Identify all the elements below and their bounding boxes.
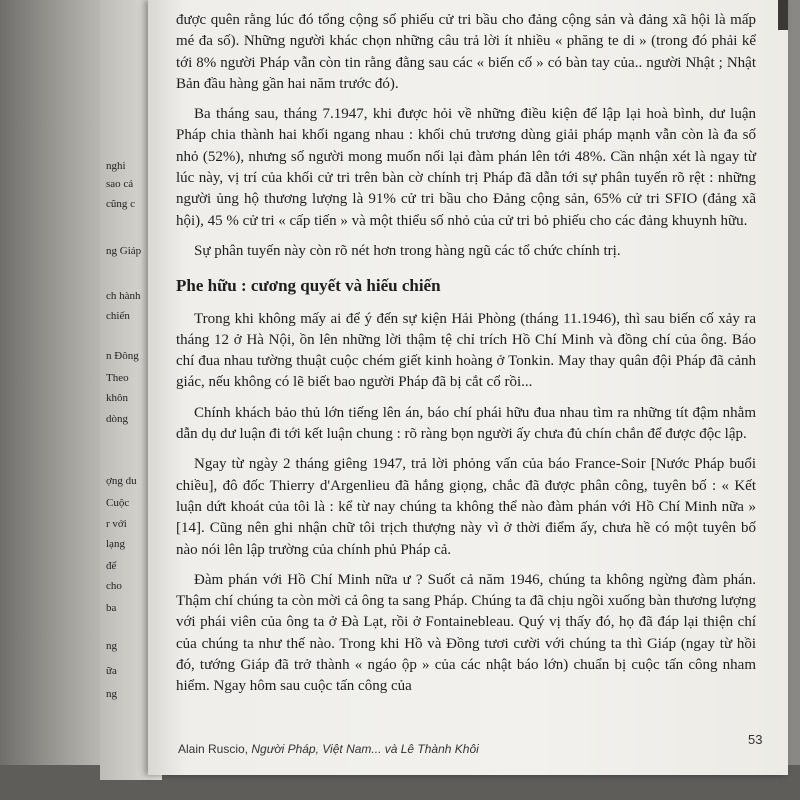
left-fragment: ợng du [106, 475, 137, 487]
left-fragment: ữa [106, 665, 117, 677]
book-page [148, 0, 788, 775]
left-fragment: n Đông [106, 350, 139, 362]
left-fragment: ba [106, 602, 117, 614]
page-body [176, 10, 756, 707]
running-footer [178, 742, 479, 756]
paragraph: Ngay từ ngày 2 tháng giêng 1947, trả lời phỏng vấn của báo France-Soir [Nước Pháp buổi chiều], đô đốc Thierry d'Argenlieu đã hắng giọng, chắc đã được phân công, tuyên bố : « Kết luận dứt khoát của tôi là : kể từ nay chúng ta không thể nào đàm phán với Hồ Chí Minh nữa » [14]. Cũng nên ghi nhận chữ tôi trịch thượng này vì ở thời điểm ấy, chưa hề có một tuyên bố nào nói lên lập trường của chính phủ Pháp cả. [176, 456, 756, 558]
left-fragment: cũng c [106, 198, 136, 210]
left-fragment: ng [106, 640, 117, 652]
left-fragment: ng Giáp [106, 245, 142, 257]
left-fragment: để [106, 560, 117, 572]
left-fragment: Cuộc [106, 497, 130, 509]
footer-book-title: Người Pháp, Việt Nam... và Lê Thành Khôi [251, 742, 479, 756]
paragraph: Đàm phán với Hồ Chí Minh nữa ư ? Suốt cả năm 1946, chúng ta không ngừng đàm phán. Thậm chí chúng ta còn mời cả ông ta sang Pháp. Chúng ta đã chịu ngồi xuống bàn thương lượng với phái viên của ông ta ở Đà Lạt, rồi ở Fontainebleau. Quý vị thấy đó, họ đã đáp lại thiện chí của chúng ta như thế nào. Trong khi Hồ và Đồng tươi cười với chúng ta thì Giáp (ngay từ hồi đó, tướng Giáp đã trở thành « ngáo ộp » của các nhật báo lớn) chuẩn bị cuộc tấn công nham hiểm. Ngay hôm sau cuộc tấn công của [176, 571, 756, 695]
left-fragment: r với [106, 518, 127, 530]
left-fragment: nghi [106, 160, 126, 172]
left-fragment: dòng [106, 413, 128, 425]
left-fragment: ch hành [106, 290, 141, 302]
left-fragment: cho [106, 580, 122, 592]
page-number: 53 [748, 732, 763, 747]
left-fragment: khôn [106, 392, 128, 404]
paragraph: Ba tháng sau, tháng 7.1947, khi được hỏi về những điều kiện để lập lại hoà bình, dư luận Pháp chia thành hai khối ngang nhau : khối chủ trương dùng giải pháp mạnh vẫn còn là đa số nhỏ (52%), nhưng số người mong muốn nối lại đàm phán lên tới 48%. Cần nhận xét là ngay từ lúc này, vị trí của khối cử tri trên bàn cờ chính trị Pháp đã dẫn tới sự phân tuyến rõ rệt : những người ủng hộ thương lượng là 91% cử tri bầu cho Đảng cộng sản, 65% cử tri SFIO (đảng xã hội), 45 % cử tri « cấp tiến » và một thiểu số nhỏ của cử tri bỏ phiếu cho các đảng khuynh hữu. [176, 106, 756, 229]
section-heading: Phe hữu : cương quyết và hiếu chiến [176, 276, 441, 296]
paragraph: Trong khi không mấy ai để ý đến sự kiện Hải Phòng (tháng 11.1946), thì sau biến cố xảy ra tháng 12 ở Hà Nội, ồn lên những lời thậm tệ chỉ trích Hồ Chí Minh và đồng chí của ông. Báo chí đua nhau tường thuật cuộc chém giết kinh hoàng ở Tonkin. May thay quân đội Pháp đã cảnh giác, nếu không có lẽ biết bao người Pháp đã bị cắt cổ rồi... [176, 310, 756, 391]
left-fragment: sao cá [106, 178, 134, 190]
left-fragment: lạng [106, 538, 125, 550]
paragraph: được quên rằng lúc đó tổng cộng số phiếu cử tri bầu cho đảng cộng sản và đảng xã hội là mấp mé đa số). Những người khác chọn những câu trả lời ít nhiều « phăng te di » (trong đó phải kể tới 8% người Pháp vẫn còn tin rằng đằng sau các « biến cố » có bàn tay của.. người Nhật ; Nhật Bản đầu hàng gần hai năm trước đó). [176, 12, 756, 92]
paragraph: Sự phân tuyến này còn rõ nét hơn trong hàng ngũ các tổ chức chính trị. [194, 242, 621, 259]
footer-author: Alain Ruscio, [178, 742, 249, 756]
left-fragment: chiến [106, 310, 130, 322]
left-fragment: Theo [106, 372, 129, 384]
left-fragment: ng [106, 688, 117, 700]
page-corner-shadow [778, 0, 788, 30]
paragraph: Chính khách bảo thủ lớn tiếng lên án, báo chí phái hữu đua nhau tìm ra những tít đậm nhằm dẫn dụ dư luận đi tới kết luận chung : rõ ràng bọn người ấy chưa đủ chín chắn để được độc lập. [176, 404, 756, 443]
